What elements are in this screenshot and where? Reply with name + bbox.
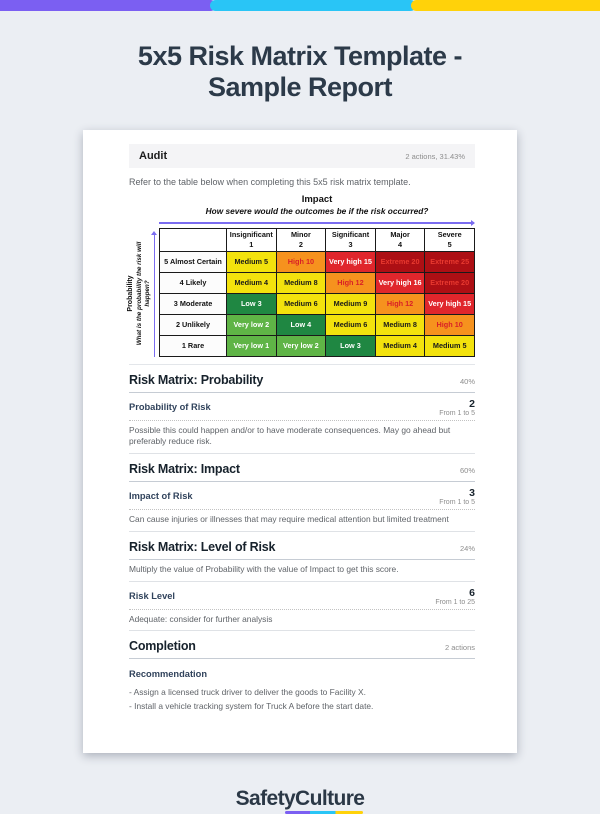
note-text: Possible this could happen and/or to have moderate consequences. May go ahead but preferably reduce risk. [129,421,475,455]
top-bar-yellow-segment [411,0,600,11]
section-header [129,454,475,482]
field-label: Probability of Risk [129,401,211,412]
matrix-col-num: 2 [298,239,303,249]
field-label: Risk Level [129,590,175,601]
safetyculture-logo-text: SafetyCulture [235,787,365,811]
matrix-col-label: Insignificant [229,230,273,240]
matrix-col-header [227,228,277,251]
matrix-cell: Medium 5 [227,251,277,272]
section-meta: 2 actions [444,643,475,653]
matrix-row [160,293,475,314]
matrix-header-row [160,228,475,251]
top-bar-purple-segment [0,0,216,11]
impact-axis-title: Impact [301,194,333,205]
audit-header-bar [129,144,475,168]
note-text: Multiply the value of Probability with the value of Impact to get this score. [129,560,475,582]
matrix-col-header [425,228,475,251]
field-value-block [435,588,475,606]
field-value-block [439,488,475,506]
matrix-cell: Very low 2 [276,335,326,356]
matrix-col-label: Severe [437,230,462,240]
field-value: 6 [469,586,475,599]
matrix-row-label: 3 Moderate [160,293,227,314]
field-row [129,482,475,510]
field-range: From 1 to 5 [439,409,475,417]
matrix-row-label: 1 Rare [160,335,227,356]
matrix-cell: Extreme 20 [375,251,425,272]
matrix-col-num: 4 [398,239,403,249]
matrix-cell: Very high 15 [326,251,376,272]
top-bar-cyan-segment [210,0,416,11]
risk-matrix-main [159,194,475,357]
matrix-cell: Medium 6 [276,293,326,314]
matrix-col-num: 3 [348,239,353,249]
matrix-row-label: 4 Likely [160,272,227,293]
matrix-row-label: 2 Unlikely [160,314,227,335]
matrix-cell: Medium 8 [375,314,425,335]
report-sections [129,364,475,714]
probability-axis-subtitle: What is the probability the risk will happen? [135,241,151,345]
matrix-cell: Very low 1 [227,335,277,356]
section-title: Completion [129,639,196,654]
field-range: From 1 to 5 [439,499,475,507]
field-label: Impact of Risk [129,491,193,502]
matrix-row [160,314,475,335]
field-value: 2 [469,397,475,410]
matrix-cell: Medium 8 [276,272,326,293]
matrix-cell: Low 3 [227,293,277,314]
matrix-cell: Medium 5 [425,335,475,356]
matrix-col-label: Major [390,230,410,240]
matrix-cell: Extreme 20 [425,272,475,293]
matrix-cell: Medium 4 [227,272,277,293]
note-text: Adequate: consider for further analysis [129,610,475,632]
matrix-row-label: 5 Almost Certain [160,251,227,272]
matrix-cell: Medium 9 [326,293,376,314]
matrix-cell: High 10 [425,314,475,335]
section-title: Risk Matrix: Probability [129,372,264,387]
safetyculture-logo [236,787,365,811]
matrix-row [160,335,475,356]
matrix-col-label: Significant [331,230,370,240]
matrix-col-header [375,228,425,251]
audit-title: Audit [139,150,168,162]
matrix-cell: Medium 6 [326,314,376,335]
field-row [129,582,475,610]
page-title-line2: Sample Report [207,72,393,102]
section-title: Risk Matrix: Level of Risk [129,539,276,554]
impact-axis-subtitle: How severe would the outcomes be if the risk occurred? [205,206,429,216]
matrix-col-label: Minor [290,230,311,240]
matrix-cell: Very high 16 [375,272,425,293]
risk-matrix-table [159,228,475,357]
matrix-cell: Low 4 [276,314,326,335]
impact-axis-arrow-icon [159,222,474,224]
matrix-cell: Medium 4 [375,335,425,356]
brand-top-bar [0,0,600,11]
matrix-col-num: 5 [447,239,452,249]
matrix-col-header [276,228,326,251]
recommendation-lines [129,679,475,713]
page-title-line1: 5x5 Risk Matrix Template - [137,41,463,71]
risk-matrix-block [129,194,475,357]
matrix-row [160,251,475,272]
matrix-col-num: 1 [249,239,254,249]
field-value-block [439,399,475,417]
section-meta: 60% [459,466,475,476]
matrix-cell: Very low 2 [227,314,277,335]
section-header [129,532,475,560]
matrix-row [160,272,475,293]
footer [0,787,600,811]
probability-axis-arrow-icon [154,233,156,357]
field-value: 3 [469,487,475,500]
audit-intro-text: Refer to the table below when completing this 5x5 risk matrix template. [129,177,411,187]
matrix-cell: High 12 [375,293,425,314]
probability-axis-labels [127,230,151,357]
matrix-cell: Low 3 [326,335,376,356]
probability-axis-title: Probability [127,274,134,312]
subsection-title: Recommendation [129,669,208,680]
matrix-corner-cell [160,228,227,251]
section-header [129,631,475,659]
section-meta: 40% [459,376,475,386]
section-header [129,365,475,393]
field-row [129,393,475,421]
matrix-col-header [326,228,376,251]
audit-meta: 2 actions, 31.43% [405,151,465,161]
section-title: Risk Matrix: Impact [129,462,240,477]
section-meta: 24% [459,543,475,553]
field-range: From 1 to 25 [435,598,475,606]
report-card [83,130,517,753]
probability-axis [129,230,159,357]
matrix-cell: Very high 15 [425,293,475,314]
matrix-cell: High 10 [276,251,326,272]
page-title [30,41,570,103]
recommendation-item: - Assign a licensed truck driver to deliver the goods to Facility X. [129,687,366,698]
matrix-cell: Extreme 25 [425,251,475,272]
matrix-cell: High 12 [326,272,376,293]
recommendation-item: - Install a vehicle tracking system for Truck A before the start date. [129,700,374,711]
note-text: Can cause injuries or illnesses that may require medical attention but limited treatment [129,510,475,532]
